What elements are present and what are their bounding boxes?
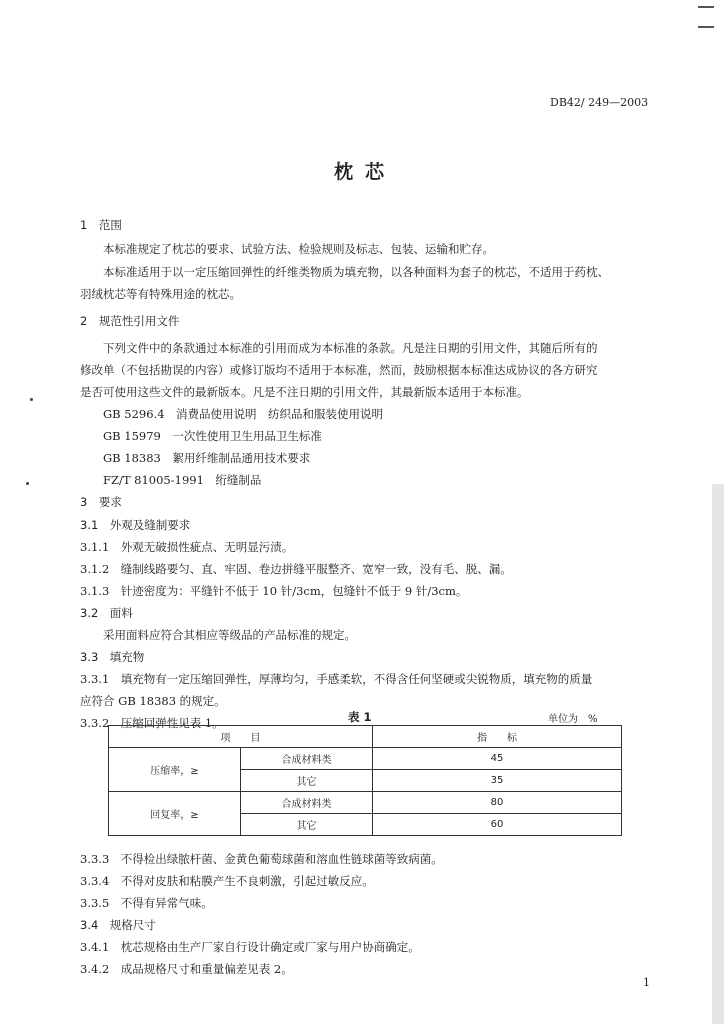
reference-item: GB 18383 絮用纤维制品通用技术要求: [103, 451, 311, 465]
table-header-row: [109, 726, 622, 748]
subsection-heading: 3.3 填充物: [80, 650, 145, 664]
clause: 3.1.1 外观无破损性疵点、无明显污渍。: [80, 540, 294, 554]
table-cell-value: 45: [372, 748, 621, 770]
page-number: 1: [643, 976, 650, 989]
section-heading-requirements: 3 要求: [80, 495, 122, 509]
paragraph: 采用面料应符合其相应等级品的产品标准的规定。: [103, 628, 356, 642]
section-heading-references: 2 规范性引用文件: [80, 314, 180, 328]
reference-item: GB 5296.4 消费品使用说明 纺织品和服装使用说明: [103, 407, 384, 421]
document-code: DB42/ 249—2003: [550, 96, 649, 109]
clause: 应符合 GB 18383 的规定。: [80, 694, 226, 708]
paragraph: 是否可使用这些文件的最新版本。凡是不注日期的引用文件，其最新版本适用于本标准。: [80, 385, 529, 399]
table-caption: 表 1: [348, 710, 372, 724]
table-header-item: 项 目: [109, 726, 373, 748]
paragraph: 本标准适用于以一定压缩回弹性的纤维类物质为填充物，以各种面料为套子的枕芯，不适用于药枕、: [103, 265, 609, 279]
clause: 3.3.2 压缩回弹性见表 1。: [80, 716, 224, 730]
table-cell-sub: 合成材料类: [241, 792, 373, 814]
paragraph: 羽绒枕芯等有特殊用途的枕芯。: [80, 287, 241, 301]
table-header-index: 指 标: [372, 726, 621, 748]
table-unit: 单位为 %: [548, 714, 598, 725]
reference-item: FZ/T 81005-1991 绗缝制品: [103, 473, 262, 487]
subsection-heading: 3.2 面料: [80, 606, 133, 620]
page-title: 枕芯: [334, 161, 397, 183]
scan-edge-mark: [698, 6, 714, 28]
paragraph: 下列文件中的条款通过本标准的引用而成为本标准的条款。凡是注日期的引用文件，其随后所有的: [103, 341, 598, 355]
table-cell-group: 回复率，≥: [109, 792, 241, 836]
scan-dot: [30, 398, 33, 401]
clause: 3.1.3 针迹密度为：平缝针不低于 10 针/3cm，包缝针不低于 9 针/3cm。: [80, 584, 468, 598]
clause: 3.3.5 不得有异常气味。: [80, 896, 213, 910]
clause: 3.4.2 成品规格尺寸和重量偏差见表 2。: [80, 962, 293, 976]
section-heading-scope: 1 范围: [80, 218, 122, 232]
reference-item: GB 15979 一次性使用卫生用品卫生标准: [103, 429, 322, 443]
table-cell-value: 80: [372, 792, 621, 814]
table-row: [109, 792, 622, 814]
table-cell-group: 压缩率，≥: [109, 748, 241, 792]
paragraph: 修改单（不包括勘误的内容）或修订版均不适用于本标准，然而，鼓励根据本标准达成协议的各方研究: [80, 363, 598, 377]
subsection-heading: 3.1 外观及缝制要求: [80, 518, 191, 532]
clause: 3.1.2 缝制线路要匀、直、牢固、卷边拼缝平服整齐、宽窄一致，没有毛、脱、漏。: [80, 562, 512, 576]
table-cell-value: 35: [372, 770, 621, 792]
table-compression-resilience: [108, 725, 622, 836]
clause: 3.3.1 填充物有一定压缩回弹性，厚薄均匀，手感柔软，不得含任何坚硬或尖锐物质，填充物的质量: [80, 672, 593, 686]
table-cell-sub: 合成材料类: [241, 748, 373, 770]
scan-dot: [26, 482, 29, 485]
clause: 3.4.1 枕芯规格由生产厂家自行设计确定或厂家与用户协商确定。: [80, 940, 420, 954]
paragraph: 本标准规定了枕芯的要求、试验方法、检验规则及标志、包装、运输和贮存。: [103, 242, 494, 256]
table-cell-value: 60: [372, 814, 621, 836]
clause: 3.3.4 不得对皮肤和粘膜产生不良刺激，引起过敏反应。: [80, 874, 374, 888]
scan-edge-shadow: [712, 484, 724, 1024]
table-cell-sub: 其它: [241, 770, 373, 792]
table-cell-sub: 其它: [241, 814, 373, 836]
table-row: [109, 748, 622, 770]
subsection-heading: 3.4 规格尺寸: [80, 918, 156, 932]
clause: 3.3.3 不得检出绿脓杆菌、金黄色葡萄球菌和溶血性链球菌等致病菌。: [80, 852, 443, 866]
